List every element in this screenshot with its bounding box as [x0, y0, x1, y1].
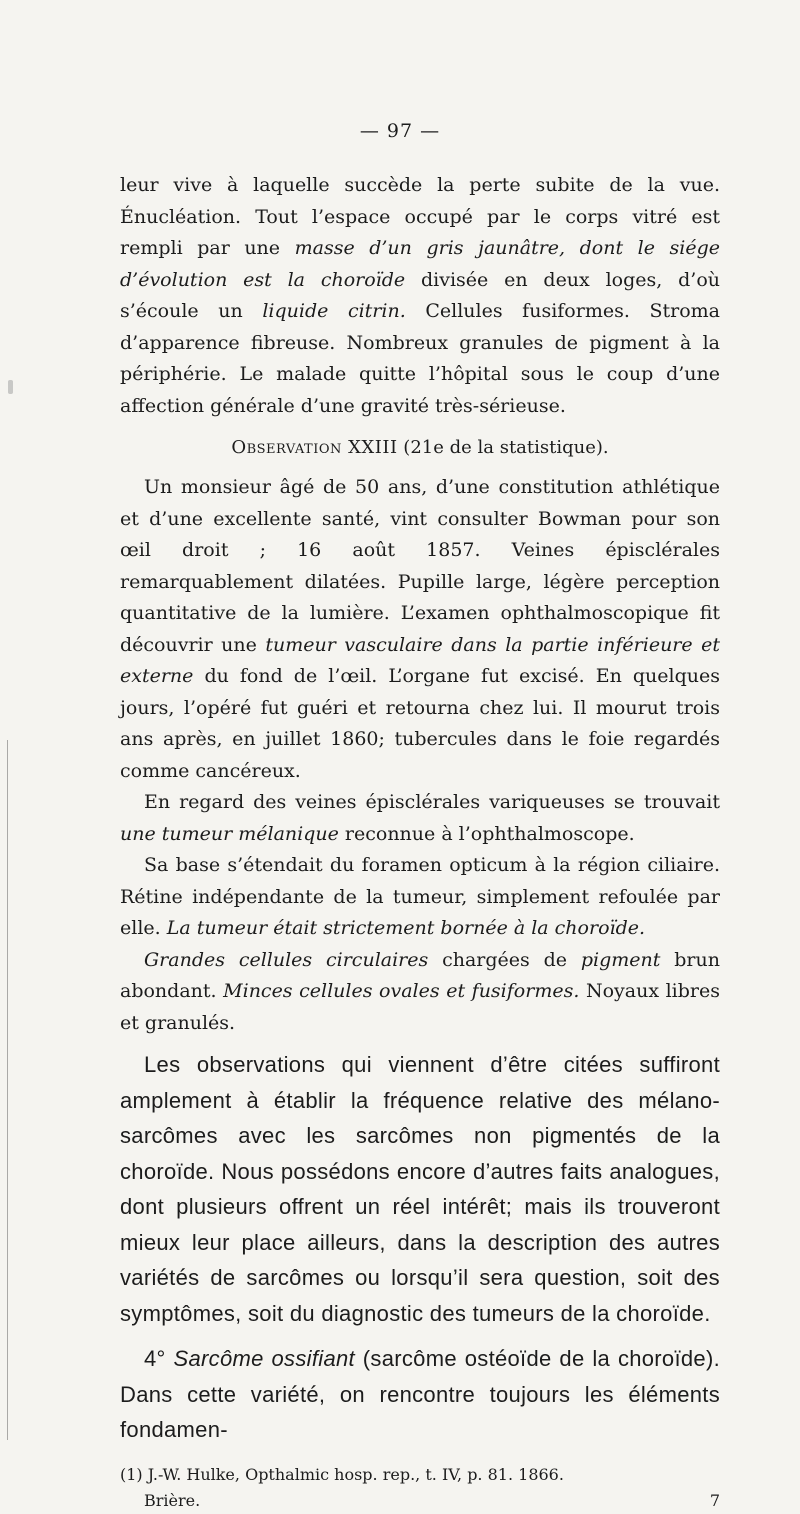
paragraph-summary: Les observations qui viennent d’être citées suffiront amplement à établir la fréquence relative des mélano-sarcômes avec les sarcômes non pigmentés de la choroïde. Nous possédons encore d’autres faits analogues, dont plusieurs offrent un réel intérêt; mais ils trouveront mieux leur place ailleurs, dans la description des autres variétés de sarcômes ou lorsqu’il sera question, soit des symptômes, soit du diagnostic des tumeurs de la choroïde. — [120, 1052, 720, 1326]
paragraph-case-end: leur vive à laquelle succède la perte subite de la vue. Énucléation. Tout l’espace occupé par le corps vitré est rempli par une masse d’un gris jaunâtre, dont le siége d’évolution est la choroïde divisée en deux loges, d’où s’écoule un liquide citrin. Cellules fusiformes. Stroma d’apparence fibreuse. Nombreux granules de pigment à la périphérie. Le malade quitte l’hôpital sous le coup d’une affection générale d’une gravité très-sérieuse. — [120, 174, 720, 417]
main-text — [120, 170, 720, 1514]
footnote — [120, 1462, 720, 1514]
footnote-author: Brière. — [144, 1490, 201, 1510]
observation-heading: Observation XXIII (21e de la statistique). — [231, 437, 609, 458]
paragraph-ossifying-sarcoma: 4° Sarcôme ossifiant (sarcôme ostéoïde de la choroïde). Dans cette variété, on rencontre toujours les éléments fondamen- — [120, 1346, 720, 1442]
signature-mark: 7 — [709, 1490, 720, 1510]
paragraph-observation: Un monsieur âgé de 50 ans, d’une constitution athlétique et d’une excellente santé, vint consulter Bowman pour son œil droit ; 16 août 1857. Veines épisclérales remarquablement dilatées. Pupille large, légère perception quantitative de la lumière. L’examen ophthalmoscopique fit découvrir une tumeur vasculaire dans la partie inférieure et externe du fond de l’œil. L’organe fut excisé. En quelques jours, l’opéré fut guéri et retourna chez lui. Il mourut trois ans après, en juillet 1860; tubercules dans le foie regardés comme cancéreux. — [120, 476, 720, 782]
footnote-reference: (1) J.-W. Hulke, Opthalmic hosp. rep., t. IV, p. 81. 1866. — [120, 1464, 564, 1484]
paragraph-cells: Grandes cellules circulaires chargées de pigment brun abondant. Minces cellules ovales et fusiformes. Noyaux libres et granulés. — [120, 948, 721, 1034]
paragraph-melanic-tumor: En regard des veines épisclérales variqueuses se trouvait une tumeur mélanique reconnue à l’ophthalmoscope. — [120, 791, 720, 845]
page-number: — 97 — — [359, 120, 441, 142]
footnote-signature-line — [120, 1488, 720, 1514]
paper-spot — [8, 380, 13, 394]
binding-edge-line — [7, 740, 8, 1440]
paragraph-tumor-base: Sa base s’étendait du foramen opticum à la région ciliaire. Rétine indépendante de la tumeur, simplement refoulée par elle. La tumeur était strictement bornée à la choroïde. — [120, 854, 720, 939]
